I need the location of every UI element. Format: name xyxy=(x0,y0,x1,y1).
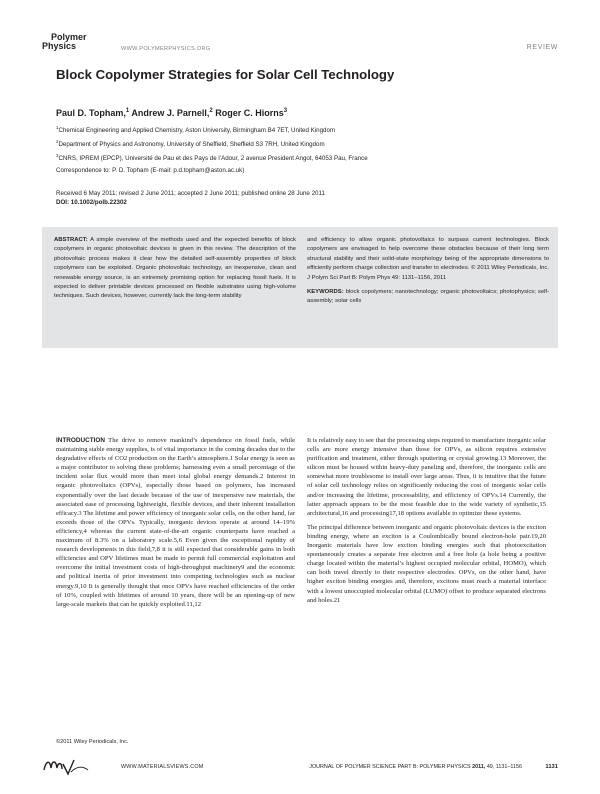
journal-logo-line1: Polymer xyxy=(51,32,87,42)
header-url[interactable]: WWW.POLYMERPHYSICS.ORG xyxy=(121,46,211,52)
keywords-list: block copolymers; nanotechnology; organic photovoltaics; photophysics; self-assembly; solar cells xyxy=(307,289,550,305)
page-number: 1131 xyxy=(545,764,558,770)
section-heading: INTRODUCTION xyxy=(56,437,105,444)
abstract-box xyxy=(42,227,558,348)
article-title: Block Copolymer Strategies for Solar Cell Technology xyxy=(56,67,395,82)
affiliation-mark: 1 xyxy=(56,125,59,130)
body-left-column xyxy=(56,436,295,614)
author-list xyxy=(56,108,287,118)
abstract-text: A simple overview of the methods used and the expected benefits of block copolymers in organic photovoltaic devices is given in this review. The description of the photovoltaic process makes it clear how the detailed self-assembly properties of block copolymers can be exploited. Organic photovoltaic technology, an inexpensive, clean and renewable energy source, is an extremely promising option for replacing fossil fuels. It is expected to deliver printable devices processed on flexible substrates using high-volume techniques. Such devices, however, currently lack the long-term stability xyxy=(54,237,296,300)
keywords-label: KEYWORDS: xyxy=(307,289,344,296)
materials-views-logo xyxy=(41,752,91,782)
affiliation xyxy=(56,125,335,134)
author-name: Roger C. Hiorns xyxy=(215,108,284,118)
copyright-notice: ©2011 Wiley Periodicals, Inc. xyxy=(56,739,129,745)
author-name: Andrew J. Parnell, xyxy=(131,108,210,118)
footer-journal-name: JOURNAL OF POLYMER SCIENCE PART B: POLYMER PHYSICS xyxy=(309,764,471,770)
section-label: REVIEW xyxy=(526,44,558,51)
footer-url[interactable]: WWW.MATERIALSVIEWS.COM xyxy=(121,764,204,770)
keywords xyxy=(307,288,549,307)
abstract-label: ABSTRACT: xyxy=(54,237,88,243)
body-paragraph: The principal difference between inorganic and organic photovoltaic devices is the exciton binding energy, where an exciton is a Coulombically bound electron-hole pair.19,20 Inorganic materials have low exciton binding energies such that photoexcitation spontaneously creates a separate free electron and a free hole (a hole being a positive charge located within the material’s highest occupied molecular orbital, HOMO), which can both travel directly to their respective electrodes. OPVs, on the other hand, have higher exciton binding energies and, therefore, excitons must reach a material interface with a lowest unoccupied molecular orbital (LUMO) offset to produce separated electrons and holes.21 xyxy=(307,523,546,604)
abstract-left-column xyxy=(54,236,296,302)
doi[interactable]: DOI: 10.1002/polb.22302 xyxy=(56,199,127,206)
footer-journal-citation xyxy=(309,764,522,770)
correspondence: Correspondence to: P. D. Topham (E-mail: p.d.topham@aston.ac.uk) xyxy=(56,167,245,174)
footer-journal-year: 2011, xyxy=(472,764,486,770)
affiliation-text: CNRS, IPREM (EPCP), Université de Pau et des Pays de l’Adour, 2 avenue President Angot, 64053 Pau, France xyxy=(58,155,368,163)
author-name: Paul D. Topham, xyxy=(56,108,126,118)
footer-journal-volume: 49, 1131–1156 xyxy=(486,764,522,770)
author-affil-mark: 3 xyxy=(283,108,288,114)
received-dates: Received 6 May 2011; revised 2 June 2011; accepted 2 June 2011; published online 28 June 2011 xyxy=(56,190,325,197)
affiliation xyxy=(56,139,325,148)
body-paragraph: It is relatively easy to see that the processing steps required to manufacture inorganic solar cells are more energy intensive than those for OPVs, as silicon requires extensive purification and treatment, either through sputtering or crystal growing.13 Moreover, the silicon must be housed within heavy-duty paneling and, therefore, the inorganic cells are somewhat more troublesome to install over large areas. Thus, it is intuitive that the future of solar cell technology relies on significantly reducing the cost of inorganic solar cells and/or increasing the lifetime, processability, and efficiency of OPVs.14 Currently, the latter approach appears to be the most feasible due to the wide variety of synthetic,15 architectural,16 and processing17,18 options available to optimize these systems. xyxy=(307,437,546,517)
body-paragraph xyxy=(56,436,295,609)
abstract-text-continued: and efficiency to allow organic photovoltaics to surpass current technologies. Block copolymers are envisaged to help overcome these obstacles because of their long term structural stability and their solid-state morphology being of the appropriate dimensions to efficiently perform charge collection and transfer to electrodes. © 2011 Wiley Periodicals, Inc. J Polym Sci Part B: Polym Phys 49: 1131–1156, 2011 xyxy=(307,237,549,281)
journal-logo-line2: Physics xyxy=(42,41,77,51)
author-affil-mark: 2 xyxy=(209,108,213,114)
affiliation xyxy=(56,153,368,162)
paragraph-text: The drive to remove mankind’s dependence on fossil fuels, while maintaining stable energy supplies, is of vital importance in the coming decades due to the degradative effects of CO2 production on the Earth’s atmosphere.1 Solar energy is seen as a major contributor to solving these problems; harnessing even a small percentage of the incident solar flux would more than meet total global energy demands.2 Interest in organic photovoltaics (OPVs), especially those based on polymers, has increased exponentially over the last decade because of the use of inexpensive raw materials, the associated ease of processing lightweight, flexible devices, and their inherent installation efficacy.3 The lifetime and power efficiency of inorganic solar cells, on the other hand, far exceeds those of the OPVs. Typically, inorganic devices operate at around 14–19% efficiency,4 whereas the current state-of-the-art organic counterparts have reached a maximum of 8.3% on a laboratory scale.5,6 Even given the exceptional rapidity of research developments in this field,7,8 it is still expected that considerable gains in both efficiencies and OPV lifetimes must be made to permit full commercial exploitation and overcome the initial investment costs of high-throughput machinery9 and the economic and political inertia of prior investment into competing technologies such as nuclear energy.9,10 It is generally thought that once OPVs have reached efficiencies of the order of 10%, coupled with lifetimes of around 10 years, there will be an opening-up of new large-scale markets that can be quickly exploited.11,12 xyxy=(56,437,296,608)
body-right-column xyxy=(307,436,546,610)
affiliation-text: Department of Physics and Astronomy, University of Sheffield, Sheffield S3 7RH, United Kingdom xyxy=(58,141,325,149)
affiliation-mark: 3 xyxy=(56,153,59,158)
journal-logo xyxy=(42,33,112,51)
affiliation-mark: 2 xyxy=(56,139,59,144)
author-affil-mark: 1 xyxy=(125,108,130,114)
affiliation-text: Chemical Engineering and Applied Chemistry, Aston University, Birmingham B4 7ET, United Kingdom xyxy=(58,127,336,135)
abstract-right-column xyxy=(307,236,549,307)
